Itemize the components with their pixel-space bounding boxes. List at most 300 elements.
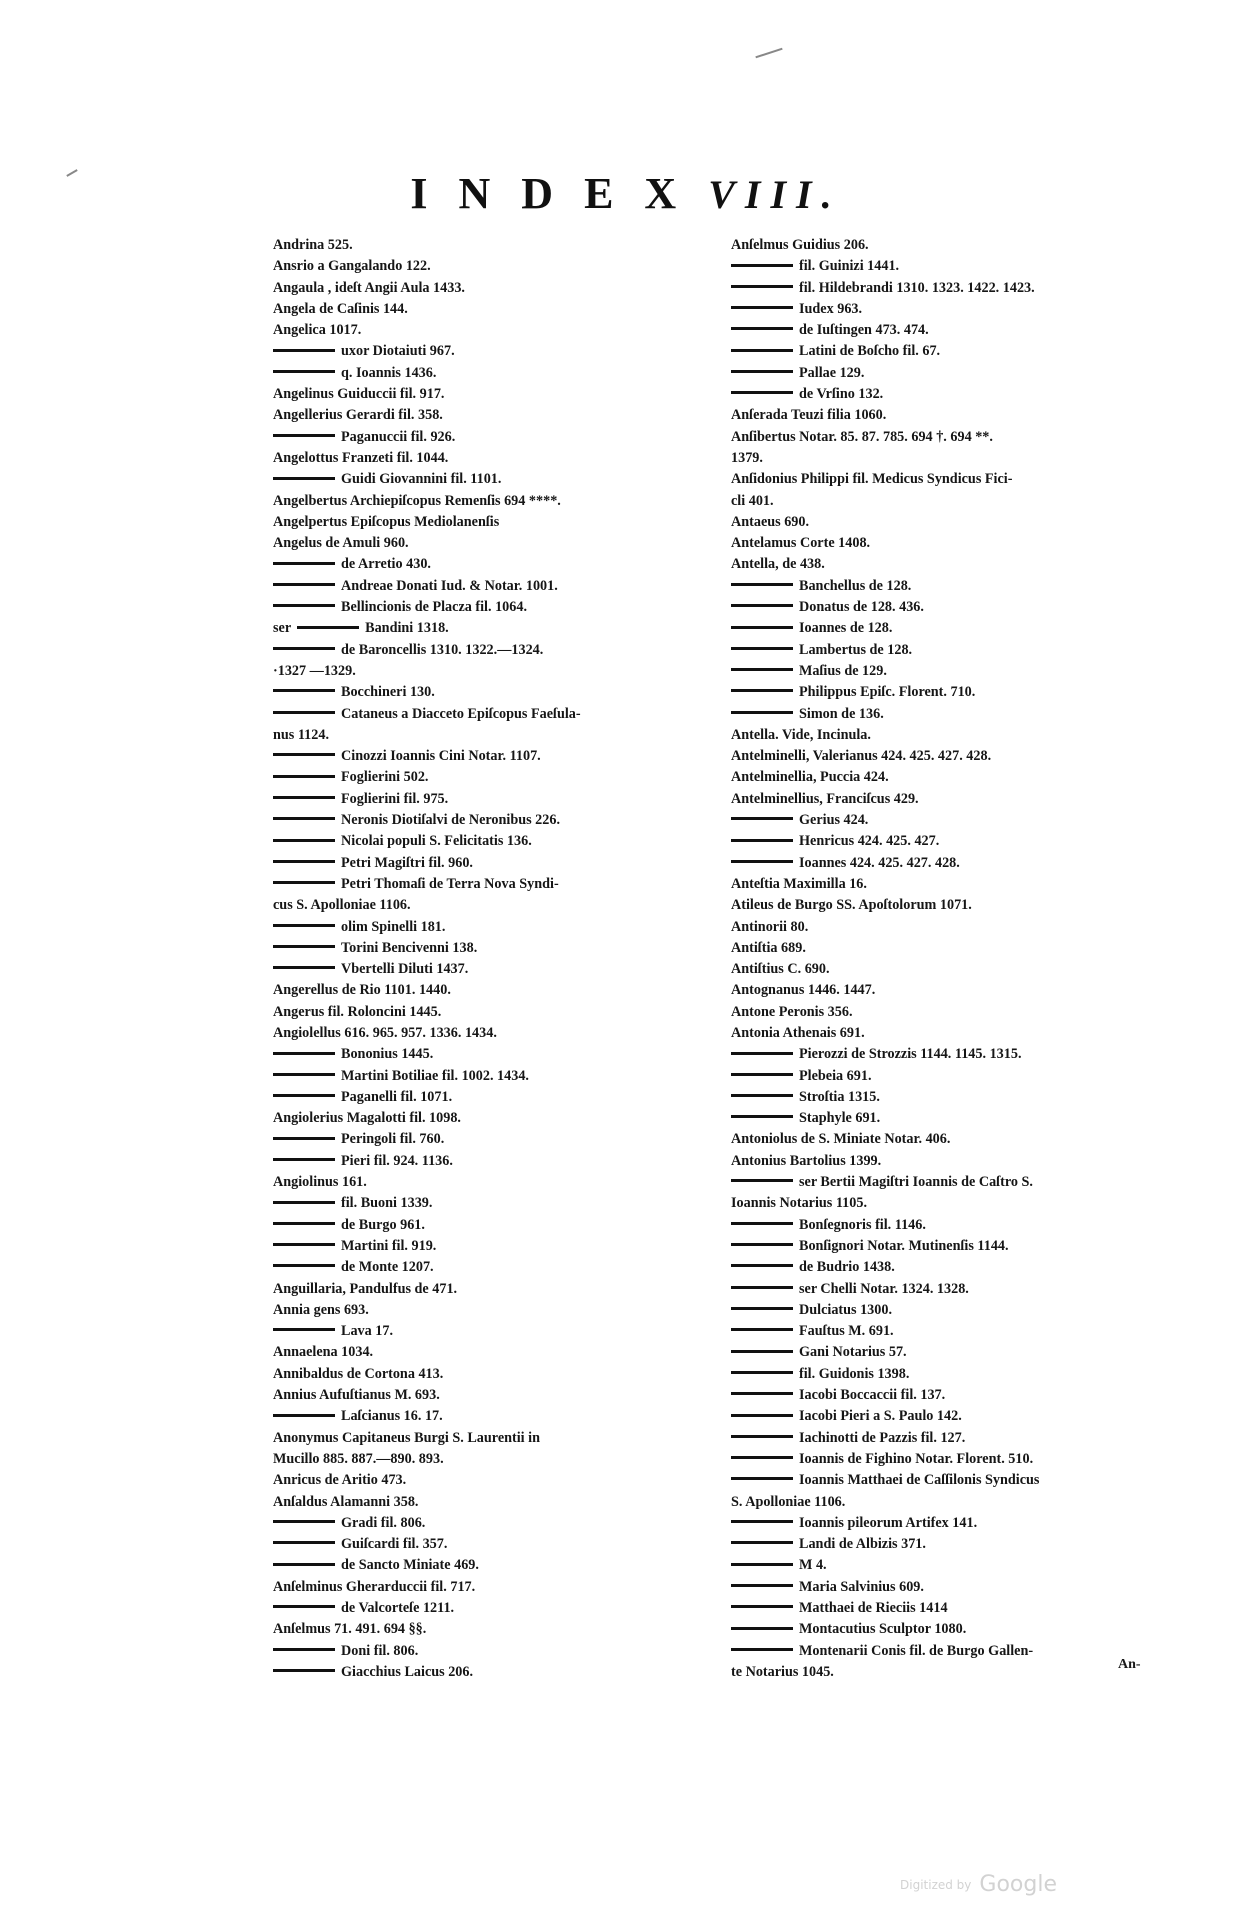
entry-text: Anricus de Aritio 473. bbox=[273, 1472, 407, 1489]
index-entry bbox=[731, 341, 1176, 362]
index-entry bbox=[731, 853, 1176, 874]
ditto-dash bbox=[273, 860, 335, 863]
entry-text: Angerus fil. Roloncini 1445. bbox=[273, 1003, 442, 1020]
index-entry bbox=[731, 640, 1176, 661]
entry-text: de Budrio 1438. bbox=[799, 1259, 895, 1276]
ditto-dash bbox=[731, 1563, 793, 1566]
entry-text: Bonſignori Notar. Mutinenſis 1144. bbox=[799, 1237, 1009, 1254]
entry-text: Petri Thomaſi de Terra Nova Syndi- bbox=[341, 875, 559, 892]
entry-text: Ioannis de Fighino Notar. Florent. 510. bbox=[799, 1450, 1034, 1467]
entry-text: Iacobi Pieri a S. Paulo 142. bbox=[799, 1408, 962, 1425]
ditto-dash bbox=[731, 647, 793, 650]
ink-mark bbox=[755, 48, 782, 59]
entry-text: de Vrſino 132. bbox=[799, 386, 884, 403]
ditto-dash bbox=[731, 1584, 793, 1587]
entry-text: Iudex 963. bbox=[799, 300, 863, 317]
catchword: An- bbox=[1118, 1657, 1141, 1672]
entry-text: Antella. Vide, Incinula. bbox=[731, 726, 871, 743]
index-entry bbox=[273, 1577, 723, 1598]
index-entry bbox=[731, 746, 1176, 767]
entry-text: Simon de 136. bbox=[799, 705, 884, 722]
entry-text: Andrina 525. bbox=[273, 237, 353, 253]
entry-text: Henricus 424. 425. 427. bbox=[799, 833, 940, 850]
entry-text: de Valcorteſe 1211. bbox=[341, 1600, 455, 1616]
entry-text: Bocchineri 130. bbox=[341, 684, 435, 701]
index-entry bbox=[273, 682, 723, 703]
index-entry bbox=[731, 256, 1176, 277]
entry-text: Anguillaria, Pandulfus de 471. bbox=[273, 1280, 458, 1297]
index-entry bbox=[731, 554, 1176, 575]
entry-text: Latini de Boſcho fil. 67. bbox=[799, 343, 941, 360]
index-entry bbox=[273, 959, 723, 980]
entry-text: Vbertelli Diluti 1437. bbox=[341, 961, 469, 978]
ditto-dash bbox=[731, 1605, 793, 1608]
index-entry bbox=[273, 704, 723, 725]
entry-text: Dulciatus 1300. bbox=[799, 1301, 893, 1318]
index-entry bbox=[273, 1428, 723, 1449]
index-entry bbox=[273, 1023, 723, 1044]
ditto-dash bbox=[273, 1648, 335, 1651]
entry-text: Angiolellus 616. 965. 957. 1336. 1434. bbox=[273, 1024, 497, 1041]
index-entry bbox=[731, 1406, 1176, 1427]
index-entry bbox=[273, 1364, 723, 1385]
entry-text: cli 401. bbox=[731, 492, 774, 509]
entry-text: Gerius 424. bbox=[799, 812, 869, 829]
entry-text: Atileus de Burgo SS. Apoſtolorum 1071. bbox=[731, 897, 972, 914]
index-entry bbox=[273, 895, 723, 916]
index-entry bbox=[273, 661, 723, 682]
entry-text: Antinorii 80. bbox=[731, 918, 809, 935]
index-entry bbox=[731, 1449, 1176, 1470]
ditto-dash bbox=[273, 1094, 335, 1097]
ditto-dash bbox=[273, 1563, 335, 1566]
entry-text: Iacobi Boccaccii fil. 137. bbox=[799, 1387, 946, 1404]
entry-text: Giacchius Laicus 206. bbox=[341, 1663, 474, 1680]
index-entry bbox=[731, 704, 1176, 725]
entry-text: de Monte 1207. bbox=[341, 1259, 434, 1276]
entry-prefix: ser bbox=[273, 620, 292, 637]
index-entry bbox=[273, 1151, 723, 1172]
index-entry bbox=[731, 895, 1176, 916]
ditto-dash bbox=[273, 1328, 335, 1331]
index-entry bbox=[273, 384, 723, 405]
entry-text: Philippus Epiſc. Florent. 710. bbox=[799, 684, 976, 701]
entry-text: Petri Magiſtri fil. 960. bbox=[341, 854, 473, 871]
ditto-dash bbox=[731, 1094, 793, 1097]
index-entry bbox=[731, 661, 1176, 682]
ditto-dash bbox=[273, 1541, 335, 1544]
entry-text: Foglierini fil. 975. bbox=[341, 790, 449, 807]
ditto-dash bbox=[273, 1201, 335, 1204]
entry-text: Antella, de 438. bbox=[731, 556, 825, 573]
index-entry bbox=[273, 1534, 723, 1555]
entry-text: Angelbertus Archiepiſcopus Remenſis 694 ****. bbox=[273, 492, 561, 509]
entry-text: nus 1124. bbox=[273, 726, 329, 743]
entry-text: Doni fil. 806. bbox=[341, 1642, 419, 1659]
index-entry bbox=[273, 469, 723, 490]
index-entry bbox=[273, 640, 723, 661]
ditto-dash bbox=[731, 1648, 793, 1651]
entry-text: fil. Hildebrandi 1310. 1323. 1422. 1423. bbox=[799, 279, 1035, 296]
entry-text: Ioannis Notarius 1105. bbox=[731, 1195, 867, 1212]
index-entry bbox=[273, 1300, 723, 1321]
entry-text: Angiolerius Magalotti fil. 1098. bbox=[273, 1110, 461, 1127]
entry-text: de Iuſtingen 473. 474. bbox=[799, 322, 929, 339]
ditto-dash bbox=[273, 753, 335, 756]
entry-text: Antiſtius C. 690. bbox=[731, 961, 830, 978]
index-entry bbox=[273, 1044, 723, 1065]
index-entry bbox=[273, 1066, 723, 1087]
index-entry bbox=[731, 1215, 1176, 1236]
ditto-dash bbox=[273, 966, 335, 969]
entry-text: Paganelli fil. 1071. bbox=[341, 1088, 453, 1105]
entry-text: Angiolinus 161. bbox=[273, 1174, 367, 1191]
index-entry bbox=[731, 1364, 1176, 1385]
entry-text: Neronis Diotiſalvi de Neronibus 226. bbox=[341, 812, 561, 829]
index-entry bbox=[731, 1470, 1176, 1491]
index-entry bbox=[273, 512, 723, 533]
index-entry bbox=[273, 1236, 723, 1257]
ditto-dash bbox=[273, 1520, 335, 1523]
ditto-dash bbox=[273, 349, 335, 352]
index-entry bbox=[273, 1385, 723, 1406]
index-entry bbox=[731, 1129, 1176, 1150]
entry-text: Landi de Albizis 371. bbox=[799, 1536, 926, 1553]
entry-text: Lambertus de 128. bbox=[799, 641, 913, 658]
index-entry bbox=[273, 1257, 723, 1278]
index-entry bbox=[731, 1044, 1176, 1065]
entry-text: Bonſegnoris fil. 1146. bbox=[799, 1216, 926, 1233]
index-entry bbox=[731, 1321, 1176, 1342]
ditto-dash bbox=[731, 860, 793, 863]
index-entry bbox=[273, 1449, 723, 1470]
entry-text: Anſidonius Philippi fil. Medicus Syndicus Fici- bbox=[731, 471, 1013, 488]
ditto-dash bbox=[731, 1477, 793, 1480]
entry-text: Ioannes 424. 425. 427. 428. bbox=[799, 854, 960, 871]
ditto-dash bbox=[273, 647, 335, 650]
entry-text: Antognanus 1446. 1447. bbox=[731, 982, 876, 999]
index-entry bbox=[273, 938, 723, 959]
entry-text: Nicolai populi S. Felicitatis 136. bbox=[341, 833, 532, 850]
index-entry bbox=[273, 320, 723, 341]
ditto-dash bbox=[731, 1541, 793, 1544]
ditto-dash bbox=[731, 1052, 793, 1055]
entry-text: Antiſtia 689. bbox=[731, 939, 806, 956]
entry-text: Anſaldus Alamanni 358. bbox=[273, 1493, 419, 1510]
index-entry bbox=[273, 1406, 723, 1427]
entry-text: ser Chelli Notar. 1324. 1328. bbox=[799, 1280, 969, 1297]
index-column-right bbox=[731, 235, 1176, 1683]
entry-text: Ioannis pileorum Artifex 141. bbox=[799, 1514, 978, 1531]
entry-text: de Arretio 430. bbox=[341, 556, 431, 573]
entry-text: Angelica 1017. bbox=[273, 322, 362, 339]
entry-text: Anſerada Teuzi filia 1060. bbox=[731, 407, 887, 424]
entry-text: Laſcianus 16. 17. bbox=[341, 1408, 443, 1425]
ditto-dash bbox=[731, 1350, 793, 1353]
ditto-dash bbox=[731, 391, 793, 394]
index-entry bbox=[731, 1300, 1176, 1321]
entry-text: Antoniolus de S. Miniate Notar. 406. bbox=[731, 1131, 951, 1148]
entry-text: Banchellus de 128. bbox=[799, 577, 912, 594]
entry-text: Andreae Donati Iud. & Notar. 1001. bbox=[341, 577, 558, 594]
entry-text: Angelottus Franzeti fil. 1044. bbox=[273, 449, 449, 466]
entry-text: Bandini 1318. bbox=[365, 620, 449, 637]
index-entry bbox=[731, 469, 1176, 490]
index-column-left bbox=[273, 235, 723, 1683]
ditto-dash bbox=[731, 583, 793, 586]
index-entry bbox=[273, 427, 723, 448]
entry-text: Bononius 1445. bbox=[341, 1046, 434, 1063]
index-entry bbox=[731, 1002, 1176, 1023]
entry-text: Angela de Caſinis 144. bbox=[273, 300, 408, 317]
entry-text: Annia gens 693. bbox=[273, 1301, 369, 1318]
entry-text: fil. Guidonis 1398. bbox=[799, 1365, 910, 1382]
index-entry bbox=[731, 1236, 1176, 1257]
entry-text: Angerellus de Rio 1101. 1440. bbox=[273, 982, 451, 999]
index-entry bbox=[273, 1492, 723, 1513]
index-entry bbox=[273, 341, 723, 362]
entry-text: Anſelminus Gherarduccii fil. 717. bbox=[273, 1578, 476, 1595]
entry-text: Torini Bencivenni 138. bbox=[341, 939, 478, 956]
entry-text: Stroſtia 1315. bbox=[799, 1088, 880, 1105]
ditto-dash bbox=[273, 1414, 335, 1417]
index-entry bbox=[731, 1193, 1176, 1214]
ditto-dash bbox=[731, 817, 793, 820]
index-entry bbox=[273, 917, 723, 938]
ditto-dash bbox=[273, 562, 335, 565]
entry-text: olim Spinelli 181. bbox=[341, 918, 446, 935]
index-entry bbox=[731, 533, 1176, 554]
ditto-dash bbox=[273, 1137, 335, 1140]
index-entry bbox=[273, 597, 723, 618]
entry-text: Antone Peronis 356. bbox=[731, 1003, 853, 1020]
entry-text: Martini fil. 919. bbox=[341, 1237, 437, 1254]
entry-text: Bellincionis de Placza fil. 1064. bbox=[341, 599, 528, 616]
ditto-dash bbox=[273, 583, 335, 586]
ditto-dash bbox=[273, 881, 335, 884]
entry-text: Cataneus a Diacceto Epiſcopus Faeſula- bbox=[341, 705, 581, 722]
ditto-dash bbox=[731, 327, 793, 330]
index-entry bbox=[731, 725, 1176, 746]
entry-text: Guiſcardi fil. 357. bbox=[341, 1536, 448, 1553]
ditto-dash bbox=[731, 839, 793, 842]
entry-text: Gani Notarius 57. bbox=[799, 1344, 907, 1361]
entry-text: Ansrio a Gangalando 122. bbox=[273, 258, 431, 275]
index-entry bbox=[273, 278, 723, 299]
entry-text: Ioannis Matthaei de Caſſilonis Syndicus bbox=[799, 1472, 1040, 1489]
index-entry bbox=[731, 1385, 1176, 1406]
ditto-dash bbox=[297, 626, 359, 629]
ditto-dash bbox=[731, 1435, 793, 1438]
index-entry bbox=[273, 1279, 723, 1300]
index-entry bbox=[731, 1151, 1176, 1172]
index-entry bbox=[731, 682, 1176, 703]
entry-text: Antelminellia, Puccia 424. bbox=[731, 769, 889, 786]
ditto-dash bbox=[273, 817, 335, 820]
entry-text: Annibaldus de Cortona 413. bbox=[273, 1365, 444, 1382]
entry-text: Donatus de 128. 436. bbox=[799, 599, 924, 616]
ditto-dash bbox=[273, 711, 335, 714]
entry-text: q. Ioannis 1436. bbox=[341, 364, 437, 381]
index-entry bbox=[731, 1577, 1176, 1598]
entry-text: Pieri fil. 924. 1136. bbox=[341, 1152, 453, 1169]
ditto-dash bbox=[731, 1371, 793, 1374]
index-entry bbox=[273, 491, 723, 512]
entry-text: Angelpertus Epiſcopus Mediolanenſis bbox=[273, 513, 500, 530]
entry-text: Angaula , ideſt Angii Aula 1433. bbox=[273, 279, 465, 296]
entry-text: Iachinotti de Pazzis fil. 127. bbox=[799, 1429, 966, 1446]
ditto-dash bbox=[731, 306, 793, 309]
ditto-dash bbox=[731, 689, 793, 692]
entry-text: Plebeia 691. bbox=[799, 1067, 872, 1084]
entry-text: Peringoli fil. 760. bbox=[341, 1131, 445, 1148]
index-entry bbox=[731, 917, 1176, 938]
index-entry bbox=[731, 938, 1176, 959]
ditto-dash bbox=[273, 689, 335, 692]
index-entry bbox=[731, 1513, 1176, 1534]
index-entry bbox=[273, 767, 723, 788]
ditto-dash bbox=[731, 1115, 793, 1118]
ditto-dash bbox=[731, 1627, 793, 1630]
index-entry bbox=[731, 1598, 1176, 1619]
ditto-dash bbox=[273, 924, 335, 927]
ditto-dash bbox=[273, 1264, 335, 1267]
index-entry bbox=[273, 1470, 723, 1491]
index-entry bbox=[273, 256, 723, 277]
entry-text: Montenarii Conis fil. de Burgo Gallen- bbox=[799, 1642, 1034, 1659]
index-entry bbox=[731, 427, 1176, 448]
index-entry bbox=[273, 1087, 723, 1108]
ditto-dash bbox=[273, 370, 335, 373]
entry-text: Lava 17. bbox=[341, 1323, 394, 1340]
index-entry bbox=[273, 363, 723, 384]
entry-text: de Sancto Miniate 469. bbox=[341, 1557, 479, 1574]
ditto-dash bbox=[273, 1243, 335, 1246]
entry-text: Pallae 129. bbox=[799, 364, 865, 381]
index-entry bbox=[273, 1321, 723, 1342]
index-entry bbox=[731, 1066, 1176, 1087]
digitized-watermark bbox=[900, 1872, 1057, 1897]
watermark-brand: Google bbox=[979, 1872, 1057, 1897]
entry-text: Antonius Bartolius 1399. bbox=[731, 1152, 882, 1169]
index-entry bbox=[273, 448, 723, 469]
index-entry bbox=[273, 1513, 723, 1534]
ditto-dash bbox=[273, 1669, 335, 1672]
ditto-dash bbox=[731, 1073, 793, 1076]
ditto-dash bbox=[273, 1222, 335, 1225]
ditto-dash bbox=[731, 285, 793, 288]
entry-text: Foglierini 502. bbox=[341, 769, 429, 786]
ditto-dash bbox=[273, 1605, 335, 1608]
entry-text: Anteſtia Maximilla 16. bbox=[731, 875, 867, 892]
entry-text: Anſibertus Notar. 85. 87. 785. 694 †. 694 **. bbox=[731, 428, 993, 445]
index-entry bbox=[273, 618, 723, 639]
index-entry bbox=[731, 1172, 1176, 1193]
index-entry bbox=[273, 1172, 723, 1193]
entry-text: Pierozzi de Strozzis 1144. 1145. 1315. bbox=[799, 1046, 1022, 1063]
entry-text: cus S. Apolloniae 1106. bbox=[273, 897, 411, 914]
index-entry bbox=[273, 1555, 723, 1576]
index-entry bbox=[273, 299, 723, 320]
ditto-dash bbox=[731, 1456, 793, 1459]
index-entry bbox=[731, 491, 1176, 512]
index-entry bbox=[731, 235, 1176, 256]
index-entry bbox=[731, 1555, 1176, 1576]
ditto-dash bbox=[731, 668, 793, 671]
index-entry bbox=[273, 725, 723, 746]
entry-text: Annius Aufuſtianus M. 693. bbox=[273, 1387, 440, 1404]
ditto-dash bbox=[731, 604, 793, 607]
index-entry bbox=[273, 746, 723, 767]
header-section: VIII. bbox=[708, 172, 842, 217]
entry-text: Ioannes de 128. bbox=[799, 620, 893, 637]
index-entry bbox=[731, 874, 1176, 895]
index-entry bbox=[731, 597, 1176, 618]
entry-text: 1379. bbox=[731, 449, 763, 466]
index-entry bbox=[273, 853, 723, 874]
ditto-dash bbox=[731, 349, 793, 352]
ditto-dash bbox=[731, 370, 793, 373]
entry-text: Montacutius Sculptor 1080. bbox=[799, 1621, 967, 1638]
ditto-dash bbox=[731, 711, 793, 714]
entry-text: Anſelmus Guidius 206. bbox=[731, 237, 869, 253]
index-entry bbox=[273, 1598, 723, 1619]
index-entry bbox=[273, 1342, 723, 1363]
index-entry bbox=[273, 1193, 723, 1214]
index-entry bbox=[731, 576, 1176, 597]
entry-text: de Baroncellis 1310. 1322.—1324. bbox=[341, 641, 544, 658]
index-entry bbox=[273, 1619, 723, 1640]
ditto-dash bbox=[273, 477, 335, 480]
index-entry bbox=[731, 1619, 1176, 1640]
index-entry bbox=[731, 384, 1176, 405]
index-entry bbox=[273, 1662, 723, 1683]
ditto-dash bbox=[273, 1052, 335, 1055]
index-entry bbox=[731, 1257, 1176, 1278]
index-entry bbox=[273, 874, 723, 895]
ditto-dash bbox=[731, 626, 793, 629]
entry-text: Anonymus Capitaneus Burgi S. Laurentii in bbox=[273, 1429, 541, 1446]
entry-text: Matthaei de Rieciis 1414 bbox=[799, 1600, 948, 1616]
entry-text: Antelminellius, Franciſcus 429. bbox=[731, 790, 919, 807]
entry-text: Gradi fil. 806. bbox=[341, 1514, 426, 1531]
entry-text: Antelamus Corte 1408. bbox=[731, 535, 871, 552]
index-entry bbox=[273, 1129, 723, 1150]
entry-text: Antonia Athenais 691. bbox=[731, 1024, 865, 1041]
index-entry bbox=[731, 1428, 1176, 1449]
ditto-dash bbox=[731, 1243, 793, 1246]
entry-text: fil. Guinizi 1441. bbox=[799, 258, 900, 275]
entry-text: Annaelena 1034. bbox=[273, 1344, 374, 1361]
index-entry bbox=[273, 980, 723, 1001]
header-title: I N D E X bbox=[410, 169, 687, 218]
index-entry bbox=[731, 831, 1176, 852]
index-entry bbox=[273, 554, 723, 575]
index-entry bbox=[731, 1662, 1176, 1683]
index-entry bbox=[731, 1641, 1176, 1662]
entry-text: Cinozzi Ioannis Cini Notar. 1107. bbox=[341, 748, 541, 765]
ditto-dash bbox=[731, 1179, 793, 1182]
index-entry bbox=[731, 363, 1176, 384]
ditto-dash bbox=[273, 434, 335, 437]
index-entry bbox=[731, 959, 1176, 980]
index-entry bbox=[731, 767, 1176, 788]
index-entry bbox=[731, 1087, 1176, 1108]
index-entry bbox=[273, 1108, 723, 1129]
index-entry bbox=[273, 576, 723, 597]
ditto-dash bbox=[731, 1414, 793, 1417]
index-entry bbox=[731, 320, 1176, 341]
